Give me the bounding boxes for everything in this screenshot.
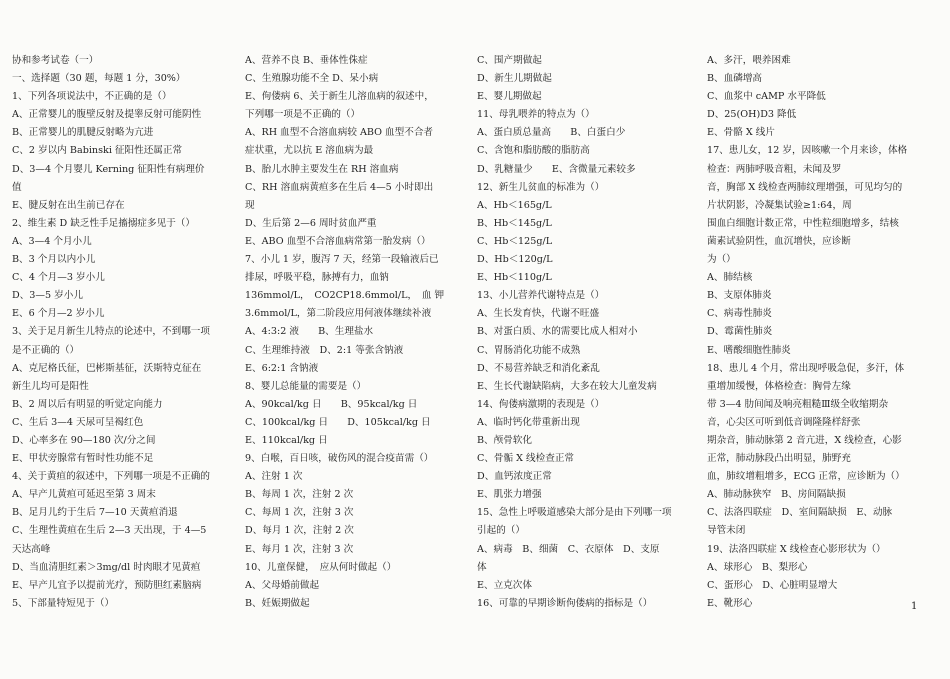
text-line: C、4 个月—3 岁小儿 xyxy=(12,272,105,284)
column-2 xyxy=(245,52,463,613)
column-1 xyxy=(12,52,234,613)
text-line: C、生理维持液 D、2:1 等张含钠液 xyxy=(245,344,404,356)
column-4 xyxy=(707,52,929,613)
text-line: E、腱反射在出生前已存在 xyxy=(12,199,125,211)
text-line: E、嗜酸细胞性肺炎 xyxy=(707,344,791,356)
text-line: A、正常婴儿的腹壁反射及提睾反射可能阴性 xyxy=(12,109,202,121)
text-line: 片状阴影，冷凝集试验≥1:64，周 xyxy=(707,199,852,211)
text-line: A、克尼格氏征，巴彬斯基征，沃斯特克征在 xyxy=(12,362,202,374)
text-line: 16、可靠的早期诊断佝偻病的指标是（） xyxy=(477,597,653,609)
text-line: B、支原体肺炎 xyxy=(707,290,772,302)
text-line: A、生长发育快，代谢不旺盛 xyxy=(477,308,600,320)
text-line: 12、新生儿贫血的标准为（） xyxy=(477,181,605,193)
text-line: A、球形心 B、梨形心 xyxy=(707,561,808,573)
text-line: 15、急性上呼吸道感染大部分是由下列哪一项 xyxy=(477,507,672,519)
text-line: B、3 个月以内小儿 xyxy=(12,254,96,266)
text-line: 是不正确的（） xyxy=(12,344,80,356)
text-line: A、Hb＜165g/L xyxy=(477,199,552,211)
text-line: 3.6mmol/L，第二阶段应用何液体继续补液 xyxy=(245,308,432,320)
text-line: C、蛋形心 D、心脏明显增大 xyxy=(707,579,838,591)
text-line: 2、维生素 D 缺乏性手足搐搦症多见于（） xyxy=(12,217,195,229)
text-line: 协和参考试卷（一） xyxy=(12,55,99,66)
text-line: 音，胸部 X 线检查两肺纹理增强，可见均匀的 xyxy=(707,181,903,193)
text-line: A、营养不良 B、垂体性侏症 xyxy=(245,55,368,66)
text-line: E、立克次体 xyxy=(477,579,532,591)
text-line: 4、关于黄疸的叙述中，下列哪一项是不正确的 xyxy=(12,471,210,483)
text-line: 3、关于足月新生儿特点的论述中，不到哪一项 xyxy=(12,326,210,338)
text-line: D、每月 1 次，注射 2 次 xyxy=(245,525,354,537)
text-line: C、生殖腺功能不全 D、呆小病 xyxy=(245,73,379,85)
text-line: A、多汗，喂养困难 xyxy=(707,55,791,66)
text-line: C、RH 溶血病黄疸多在生后 4—5 小时即出 xyxy=(245,181,434,193)
text-line: C、围产期做起 xyxy=(477,55,542,66)
text-line: E、110kcal/kg 日 xyxy=(245,434,328,446)
text-line: 为（） xyxy=(707,254,736,266)
text-line: A、父母婚前做起 xyxy=(245,579,320,591)
text-line: D、心率多在 90—180 次/分之间 xyxy=(12,434,156,446)
text-line: E、肌张力增强 xyxy=(477,489,542,501)
text-line: C、血浆中 cAMP 水平降低 xyxy=(707,91,826,103)
text-line: E、靴形心 xyxy=(707,597,753,609)
column-3 xyxy=(477,52,693,613)
text-line: D、3—5 岁小儿 xyxy=(12,290,83,302)
text-line: C、每周 1 次，注射 3 次 xyxy=(245,507,354,519)
text-line: D、新生儿期做起 xyxy=(477,73,552,85)
text-line: D、不易营养缺乏和消化紊乱 xyxy=(477,362,600,374)
text-line: 18、患儿 4 个月，常出现呼吸急促，多汗，体 xyxy=(707,362,905,374)
text-line: 下列哪一项是不正确的（） xyxy=(245,109,361,121)
text-line: 1、下列各项说法中，不正确的是（） xyxy=(12,91,172,103)
text-line: C、胃肠消化功能不成熟 xyxy=(477,344,581,356)
text-line: A、肺结核 xyxy=(707,272,753,284)
text-line: 导管未闭 xyxy=(707,525,746,537)
text-line: D、血钙浓度正常 xyxy=(477,471,552,483)
text-line: A、早产儿黄疸可延迟至第 3 周末 xyxy=(12,489,156,501)
text-line: 8、婴儿总能量的需要是（） xyxy=(245,380,367,392)
text-line: C、生后 3—4 天尿可呈褐红色 xyxy=(12,416,144,428)
text-line: D、乳糖量少 E、含微量元素较多 xyxy=(477,163,636,175)
text-line: B、足月儿约于生后 7—10 天黄疸消退 xyxy=(12,507,178,519)
text-line: 值 xyxy=(12,181,22,193)
text-line: 现 xyxy=(245,199,255,211)
text-line: 136mmol/L， CO2CP18.6mmol/L， 血 钾 xyxy=(245,290,445,302)
text-line: C、2 岁以内 Babinski 征阳性还属正常 xyxy=(12,145,183,157)
text-line: A、病毒 B、细菌 C、衣原体 D、支原 xyxy=(477,543,660,555)
text-line: D、当血清胆红素＞3mg/dl 时肉眼才见黄疸 xyxy=(12,561,201,573)
text-line: C、法洛四联症 D、室间隔缺损 E、动脉 xyxy=(707,507,893,519)
text-line: A、RH 血型不合溶血病较 ABO 血型不合者 xyxy=(245,127,434,139)
text-line: D、生后第 2—6 周时贫血严重 xyxy=(245,217,377,229)
text-line: 引起的（） xyxy=(477,525,525,537)
text-line: 9、白喉，百日咳，破伤风的混合疫苗需（） xyxy=(245,453,434,465)
text-line: C、生理性黄疸在生后 2—3 天出现，于 4—5 xyxy=(12,525,207,537)
text-line: 17、患儿女，12 岁，因咳嗽一个月来诊，体格 xyxy=(707,145,908,157)
text-line: 7、小儿 1 岁，腹泻 7 天，经第一段输液后已 xyxy=(245,254,439,266)
text-line: A、4:3:2 液 B、生理盐水 xyxy=(245,326,374,338)
page-number: 1 xyxy=(911,601,918,612)
text-line: B、Hb＜145g/L xyxy=(477,217,552,229)
text-line: 13、小儿营养代谢特点是（） xyxy=(477,290,605,302)
text-line: 排尿，呼吸平稳，脉搏有力，血钠 xyxy=(245,272,389,284)
text-line: E、Hb＜110g/L xyxy=(477,272,552,284)
text-line: D、Hb＜120g/L xyxy=(477,254,553,266)
text-line: B、妊娠期做起 xyxy=(245,597,310,609)
text-line: B、对蛋白质、水的需要比成人相对小 xyxy=(477,326,638,338)
text-line: 围血白细胞计数正常，中性粒细胞增多，结核 xyxy=(707,217,899,229)
text-line: 菌素试验阴性，血沉增快，应诊断 xyxy=(707,235,851,247)
text-line: E、每月 1 次，注射 3 次 xyxy=(245,543,354,555)
text-line: A、3—4 个月小儿 xyxy=(12,235,92,247)
text-line: C、Hb＜125g/L xyxy=(477,235,553,247)
text-line: A、注射 1 次 xyxy=(245,471,303,483)
text-line: A、蛋白质总量高 B、白蛋白少 xyxy=(477,127,626,139)
text-line: E、甲状旁腺常有暂时性功能不足 xyxy=(12,453,154,465)
text-line: 症状重，尤以抗 E 溶血病为最 xyxy=(245,145,374,157)
text-line: 重增加缓慢，体格检查：胸骨左缘 xyxy=(707,380,851,392)
text-line: 音，心尖区可听到低音调隆隆样舒张 xyxy=(707,416,861,428)
text-line: E、6 个月—2 岁小儿 xyxy=(12,308,105,320)
text-line: 带 3—4 肋间闻及响亮粗糙Ⅲ级全收缩期杂 xyxy=(707,398,889,410)
text-line: A、90kcal/kg 日 B、95kcal/kg 日 xyxy=(245,398,418,410)
text-line: B、2 周以后有明显的听觉定向能力 xyxy=(12,398,163,410)
text-line: E、佝偻病 6、关于新生儿溶血病的叙述中， xyxy=(245,91,434,103)
text-line: 11、母乳喂养的特点为（） xyxy=(477,109,595,121)
text-line: C、骨骺 X 线检查正常 xyxy=(477,453,575,465)
text-line: B、每周 1 次，注射 2 次 xyxy=(245,489,354,501)
text-line: 正常，肺动脉段凸出明显，肺野充 xyxy=(707,453,851,465)
text-line: A、肺动脉狭窄 B、房间隔缺损 xyxy=(707,489,846,501)
text-line: B、胎儿水肿主要发生在 RH 溶血病 xyxy=(245,163,399,175)
text-line: 体 xyxy=(477,561,487,573)
text-line: C、100kcal/kg 日 D、105kcal/kg 日 xyxy=(245,416,431,428)
text-line: 新生儿均可是阳性 xyxy=(12,380,89,392)
text-line: 5、下部量特短见于（） xyxy=(12,597,115,609)
text-line: B、血磷增高 xyxy=(707,73,763,85)
text-line: E、早产儿宜予以提前光疗，预防胆红素脑病 xyxy=(12,579,202,591)
text-line: 10、儿童保健， 应从何时做起（） xyxy=(245,561,397,573)
text-line: D、25(OH)D3 降低 xyxy=(707,109,797,121)
text-line: C、含饱和脂肪酸的脂肪高 xyxy=(477,145,590,157)
text-line: 一、选择题（30 题，每题 1 分，30%） xyxy=(12,73,186,85)
text-line: C、病毒性肺炎 xyxy=(707,308,772,320)
text-line: E、婴儿期做起 xyxy=(477,91,542,103)
text-line: E、骨骼 X 线片 xyxy=(707,127,775,139)
text-line: B、颅骨软化 xyxy=(477,434,533,446)
text-line: 检查：两肺呼吸音粗，未闻及罗 xyxy=(707,163,842,175)
text-line: 期杂音，肺动脉第 2 音亢进，X 线检查，心影 xyxy=(707,434,902,446)
text-line: 血，肺纹增粗增多，ECG 正常，应诊断为（） xyxy=(707,471,905,483)
text-line: E、6:2:1 含钠液 xyxy=(245,362,319,374)
text-line: D、霉菌性肺炎 xyxy=(707,326,773,338)
text-line: 天达高峰 xyxy=(12,543,51,555)
text-line: D、3—4 个月婴儿 Kerning 征阳性有病理价 xyxy=(12,163,205,175)
text-line: B、正常婴儿的肌腱反射略为亢进 xyxy=(12,127,154,139)
text-line: 19、法洛四联症 X 线检查心影形状为（） xyxy=(707,543,886,555)
text-line: E、ABO 血型不合溶血病常第一胎发病（） xyxy=(245,235,431,247)
text-line: E、生长代谢缺陷病，大多在较大儿童发病 xyxy=(477,380,657,392)
text-line: 14、佝偻病激期的表现是（） xyxy=(477,398,605,410)
text-line: A、临时钙化带重新出现 xyxy=(477,416,580,428)
